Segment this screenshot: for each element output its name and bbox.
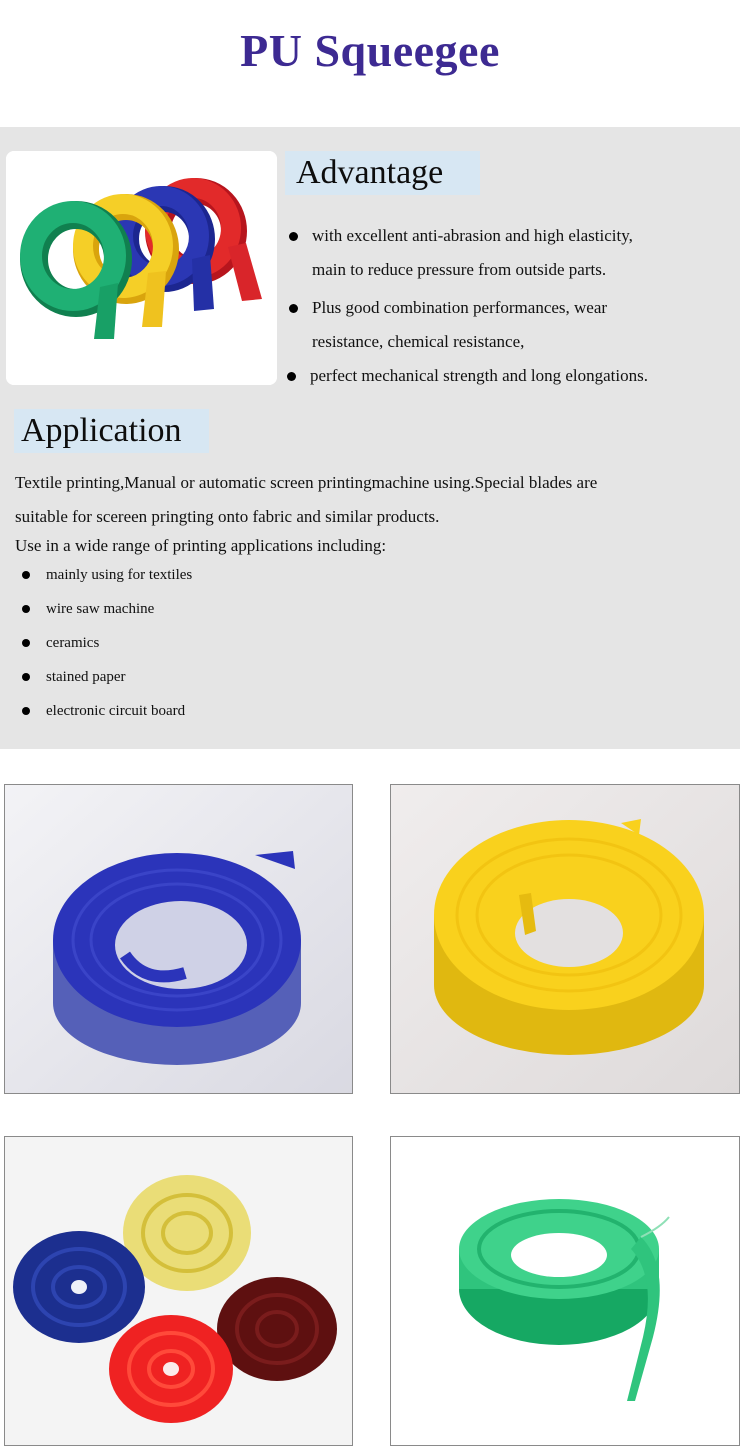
blue-squeegee-photo: [4, 784, 353, 1094]
advantage-text: main to reduce pressure from outside parts.: [312, 260, 607, 279]
advantage-text: Plus good combination performances, wear: [312, 298, 608, 317]
list-item: [19, 558, 192, 592]
bullet-icon: [22, 605, 30, 613]
application-item: electronic circuit board: [46, 703, 186, 719]
application-item: stained paper: [46, 669, 126, 685]
page-title: PU Squeegee: [240, 25, 500, 76]
advantage-list: [287, 219, 737, 393]
bullet-icon: [22, 639, 30, 647]
squeegee-colors-thumbnail: [6, 151, 277, 385]
advantage-heading: Advantage: [285, 151, 480, 195]
list-item: [19, 592, 192, 626]
application-item: ceramics: [46, 635, 100, 651]
advantage-text: with excellent anti-abrasion and high elasticity,: [312, 226, 633, 245]
bullet-icon: [22, 571, 30, 579]
assorted-squeegee-photo: [4, 1136, 353, 1446]
bullet-icon: [289, 304, 298, 313]
green-squeegee-photo: [390, 1136, 740, 1446]
application-paragraph: suitable for scereen pringting onto fabric and similar products.: [15, 507, 440, 526]
advantage-text: perfect mechanical strength and long elongations.: [310, 366, 648, 385]
application-item: mainly using for textiles: [46, 567, 193, 583]
list-item: [285, 359, 737, 393]
yellow-squeegee-photo: [390, 784, 740, 1094]
application-description: [15, 466, 737, 561]
bullet-icon: [287, 372, 296, 381]
info-panel: [0, 127, 740, 749]
application-item: wire saw machine: [46, 601, 155, 617]
application-intro: Use in a wide range of printing applications including:: [15, 536, 387, 555]
list-item: [287, 291, 737, 359]
application-heading: Application: [14, 409, 209, 453]
list-item: [19, 694, 192, 728]
list-item: [19, 626, 192, 660]
application-paragraph: Textile printing,Manual or automatic screen printingmachine using.Special blades are: [15, 473, 598, 492]
list-item: [287, 219, 737, 287]
bullet-icon: [22, 707, 30, 715]
bullet-icon: [22, 673, 30, 681]
advantage-text: resistance, chemical resistance,: [312, 332, 525, 351]
bullet-icon: [289, 232, 298, 241]
list-item: [19, 660, 192, 694]
application-list: [19, 558, 192, 728]
